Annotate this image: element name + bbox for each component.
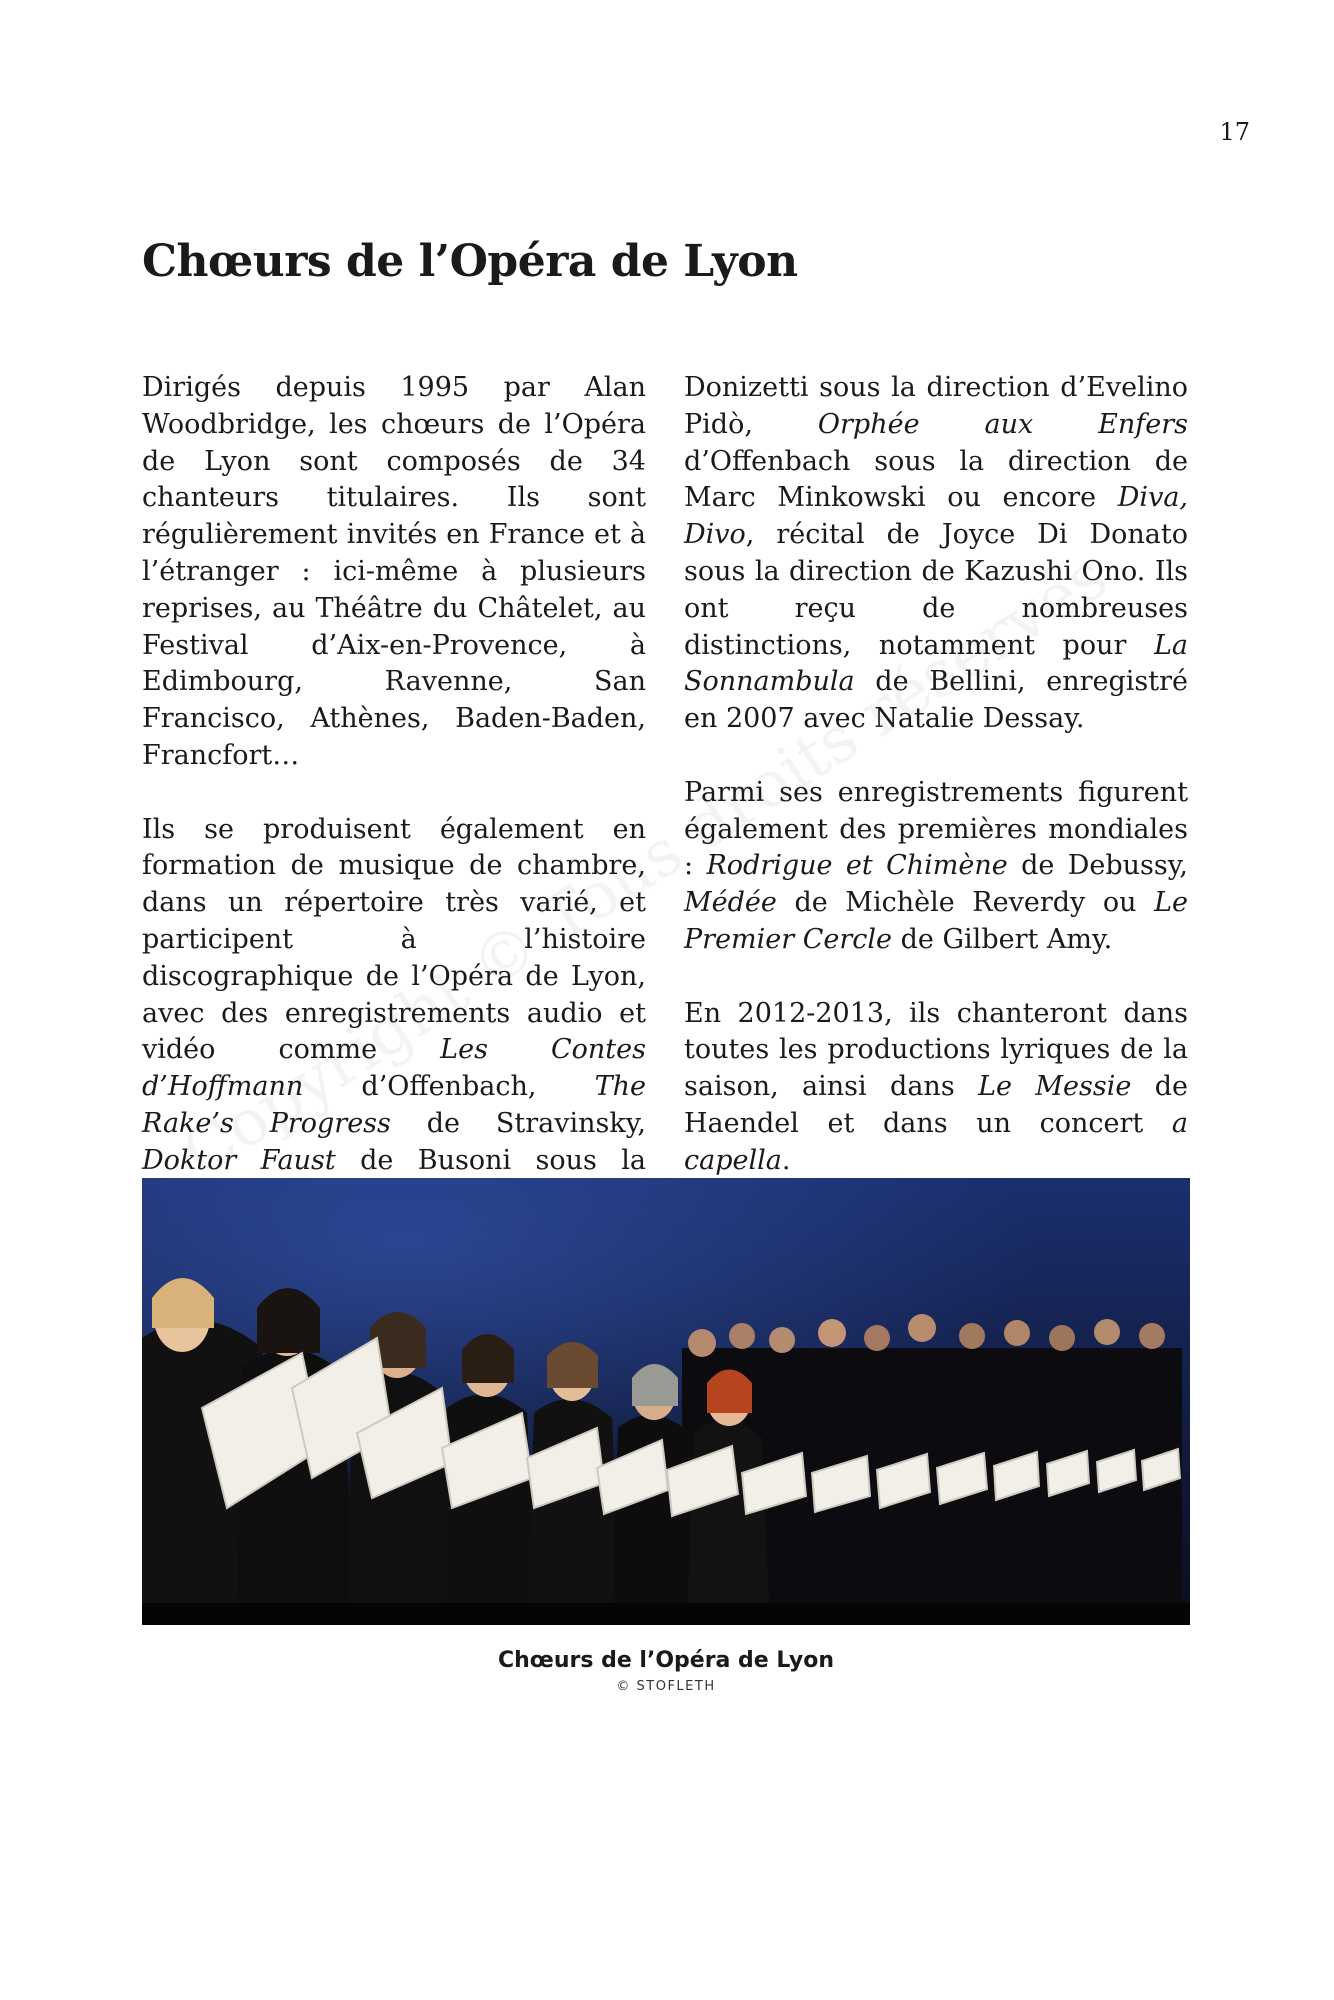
right-paragraph-2 bbox=[684, 775, 1188, 959]
page-title: Chœurs de l’Opéra de Lyon bbox=[142, 236, 798, 287]
photo-caption bbox=[142, 1648, 1190, 1694]
page-number: 17 bbox=[1219, 118, 1250, 146]
work-title: a capella bbox=[684, 1107, 1188, 1176]
text-run: de Gilbert Amy. bbox=[892, 923, 1113, 955]
left-paragraph-1: Dirigés depuis 1995 par Alan Woodbridge, les chœurs de l’Opéra de Lyon sont composés de 34 chanteurs titulaires. Ils sont régulièrement invités en France et à l’étranger : ici-même à plusieurs reprises, au Théâtre du Châtelet, au Festival d’Aix-en-Provence, à Edimbourg, Ravenne, San Francisco, Athènes, Baden-Baden, Francfort… bbox=[142, 372, 646, 771]
work-title: La Sonnambula bbox=[684, 629, 1188, 698]
work-title: Les Contes d’Hoffmann bbox=[142, 1034, 646, 1103]
caption-credit: © STOFLETH bbox=[616, 1679, 716, 1694]
text-run: de Debussy, bbox=[1007, 850, 1188, 882]
text-run: d’Offenbach sous la direction de Marc Minkowski ou encore bbox=[684, 445, 1188, 514]
text-run: d’Offenbach, bbox=[303, 1071, 595, 1103]
right-paragraph-3 bbox=[684, 996, 1188, 1180]
choir-photo bbox=[142, 1178, 1190, 1625]
work-title: Rodrigue et Chimène bbox=[706, 850, 1008, 882]
work-title: Médée bbox=[684, 887, 777, 919]
text-run: de Bellini, enregistré en 2007 avec Natalie Dessay. bbox=[684, 666, 1188, 735]
choir-illustration bbox=[142, 1178, 1190, 1625]
stage-floor bbox=[142, 1603, 1190, 1625]
work-title: Diva, Divo bbox=[684, 482, 1188, 551]
text-run: de Busoni sous la bbox=[360, 1144, 646, 1176]
right-column bbox=[684, 370, 1188, 1180]
caption-title: Chœurs de l’Opéra de Lyon bbox=[497, 1648, 835, 1673]
text-run: Donizetti sous la direction d’Evelino Pidò, bbox=[684, 372, 1188, 440]
text-run: Ils se produisent également en formation de musique de chambre, dans un répertoire très varié, et participent à l’histoire discographique de l’Opéra de Lyon, avec des enregistrements audio et vidéo comme bbox=[142, 813, 646, 1066]
left-column bbox=[142, 370, 646, 1290]
right-paragraph-1 bbox=[684, 370, 1188, 738]
text-run: , récital de Joyce Di Donato sous la direction de Kazushi Ono. Ils ont reçu de nombreuses distinctions, notamment pour bbox=[684, 519, 1188, 661]
text-run: En 2012-2013, ils chanteront dans toutes les productions lyriques de la saison, ainsi dans bbox=[684, 997, 1188, 1103]
text-run: de Haendel et dans un concert bbox=[684, 1071, 1188, 1139]
work-title: Doktor Faust bbox=[142, 1144, 336, 1176]
text-run: . bbox=[781, 1144, 791, 1176]
text-run: de Michèle Reverdy ou bbox=[776, 887, 1155, 919]
work-title: Orphée aux Enfers bbox=[817, 408, 1188, 440]
work-title: The Rake’s Progress bbox=[142, 1071, 646, 1139]
text-run: de Stravinsky, bbox=[390, 1107, 646, 1139]
text-run: Parmi ses enregistrements figurent également des premières mondiales : bbox=[684, 776, 1188, 882]
work-title: Le Premier Cercle bbox=[684, 887, 1188, 955]
work-title: Le Messie bbox=[978, 1071, 1132, 1103]
